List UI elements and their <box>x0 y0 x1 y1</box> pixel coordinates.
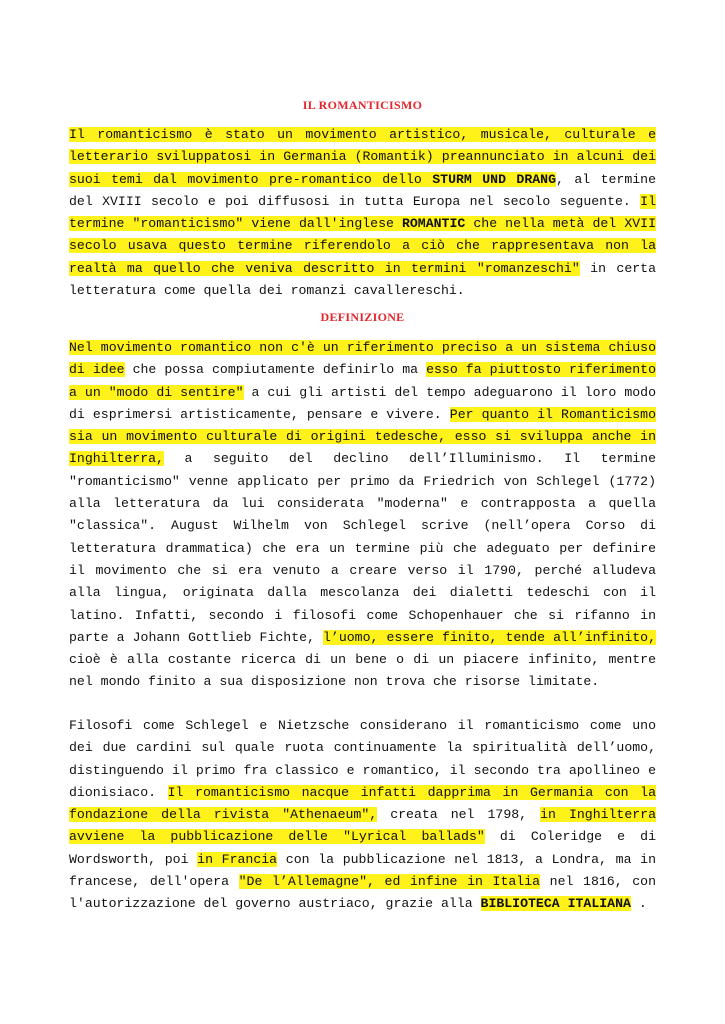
highlighted-text-bold: ROMANTIC <box>401 216 466 232</box>
text: , al termine del XVIII secolo e poi diffusosi in tutta Europa nel secolo seguente. <box>69 171 656 209</box>
highlighted-text: l’uomo, essere finito, tende all’infinito, <box>323 629 656 645</box>
text: di Coleridge e di Wordsworth, poi <box>69 829 656 867</box>
section-title-definizione: DEFINIZIONE <box>320 310 405 324</box>
highlighted-text: in Inghilterra avviene la pubblicazione delle "Lyrical ballads" <box>69 807 657 845</box>
paragraph-filosofi <box>69 715 656 916</box>
highlighted-text: Nel movimento romantico non c'è un riferimento preciso a un sistema chiuso di idee <box>69 340 656 378</box>
paragraph-definizione <box>69 337 656 694</box>
text: Filosofi come Schlegel e Nietzsche considerano il romanticismo come uno dei due cardini sul quale ruota continuamente la spiritualità dell’uomo, distinguendo il primo fra classico e romantico, il secondo tra apollineo e dionisiaco. <box>69 718 656 800</box>
highlighted-text: "De l’Allemagne", ed infine in Italia <box>238 874 541 890</box>
highlighted-text: in Francia <box>197 851 278 867</box>
text: con la pubblicazione nel 1813, a Londra, ma in francese, dell'opera <box>69 851 657 890</box>
highlighted-text-bold: STURM UND DRANG <box>432 171 556 187</box>
highlighted-text: Il romanticismo nacque infatti dapprima in Germania con la fondazione della rivista "Athenaeum", <box>69 784 657 823</box>
paragraph-intro <box>69 124 656 302</box>
text: creata nel 1798, <box>377 807 541 823</box>
highlighted-text: Il romanticismo è stato un movimento artistico, musicale, culturale e letterario sviluppatosi in Germania (Romantik) preannunciato in alcuni dei suoi temi dal movimento pre-romantico dello <box>69 127 656 187</box>
text: a cui gli artisti del tempo adeguarono il loro modo di esprimersi artisticamente, pensare e vivere. <box>69 384 656 422</box>
highlighted-text-bold: BIBLIOTECA ITALIANA <box>480 896 631 912</box>
document-title: IL ROMANTICISMO <box>302 98 423 112</box>
text: in certa letteratura come quella dei romanzi cavallereschi. <box>69 260 656 299</box>
text: che possa compiutamente definirlo ma <box>124 362 427 378</box>
highlighted-text: che nella metà del XVII secolo usava questo termine riferendolo a ciò che rappresentava non la realtà ma quello che veniva descritto in termini "romanzeschi" <box>69 216 656 276</box>
highlighted-text: Il termine "romanticismo" viene dall'inglese <box>69 193 656 232</box>
text: . <box>630 896 647 912</box>
text: cioè è alla costante ricerca di un bene o di un piacere infinito, mentre nel mondo finito a sua disposizione non trova che risorse limitate. <box>69 652 656 690</box>
text: a seguito del declino dell’Illuminismo. Il termine "romanticismo" venne applicato per primo da Friedrich von Schlegel (1772) alla letteratura da lui considerata "moderna" e contrapposta a quella "classica". August Wilhelm von Schlegel scrive (nell’opera Corso di letteratura drammatica) che era un termine più che adeguato per definire il movimento che si era venuto a creare verso il 1790, perché alludeva alla lingua, originata dalla mescolanza dei dialetti tedeschi con il latino. Infatti, secondo i filosofi come Schopenhauer che si rifanno in parte a Johann Gottlieb Fichte, <box>69 451 656 645</box>
text: nel 1816, con l'autorizzazione del governo austriaco, grazie alla <box>69 874 656 912</box>
highlighted-text: Per quanto il Romanticismo sia un movimento culturale di origini tedesche, esso si sviluppa anche in Inghilterra, <box>69 406 656 467</box>
highlighted-text: esso fa piuttosto riferimento a un "modo di sentire" <box>69 362 657 400</box>
